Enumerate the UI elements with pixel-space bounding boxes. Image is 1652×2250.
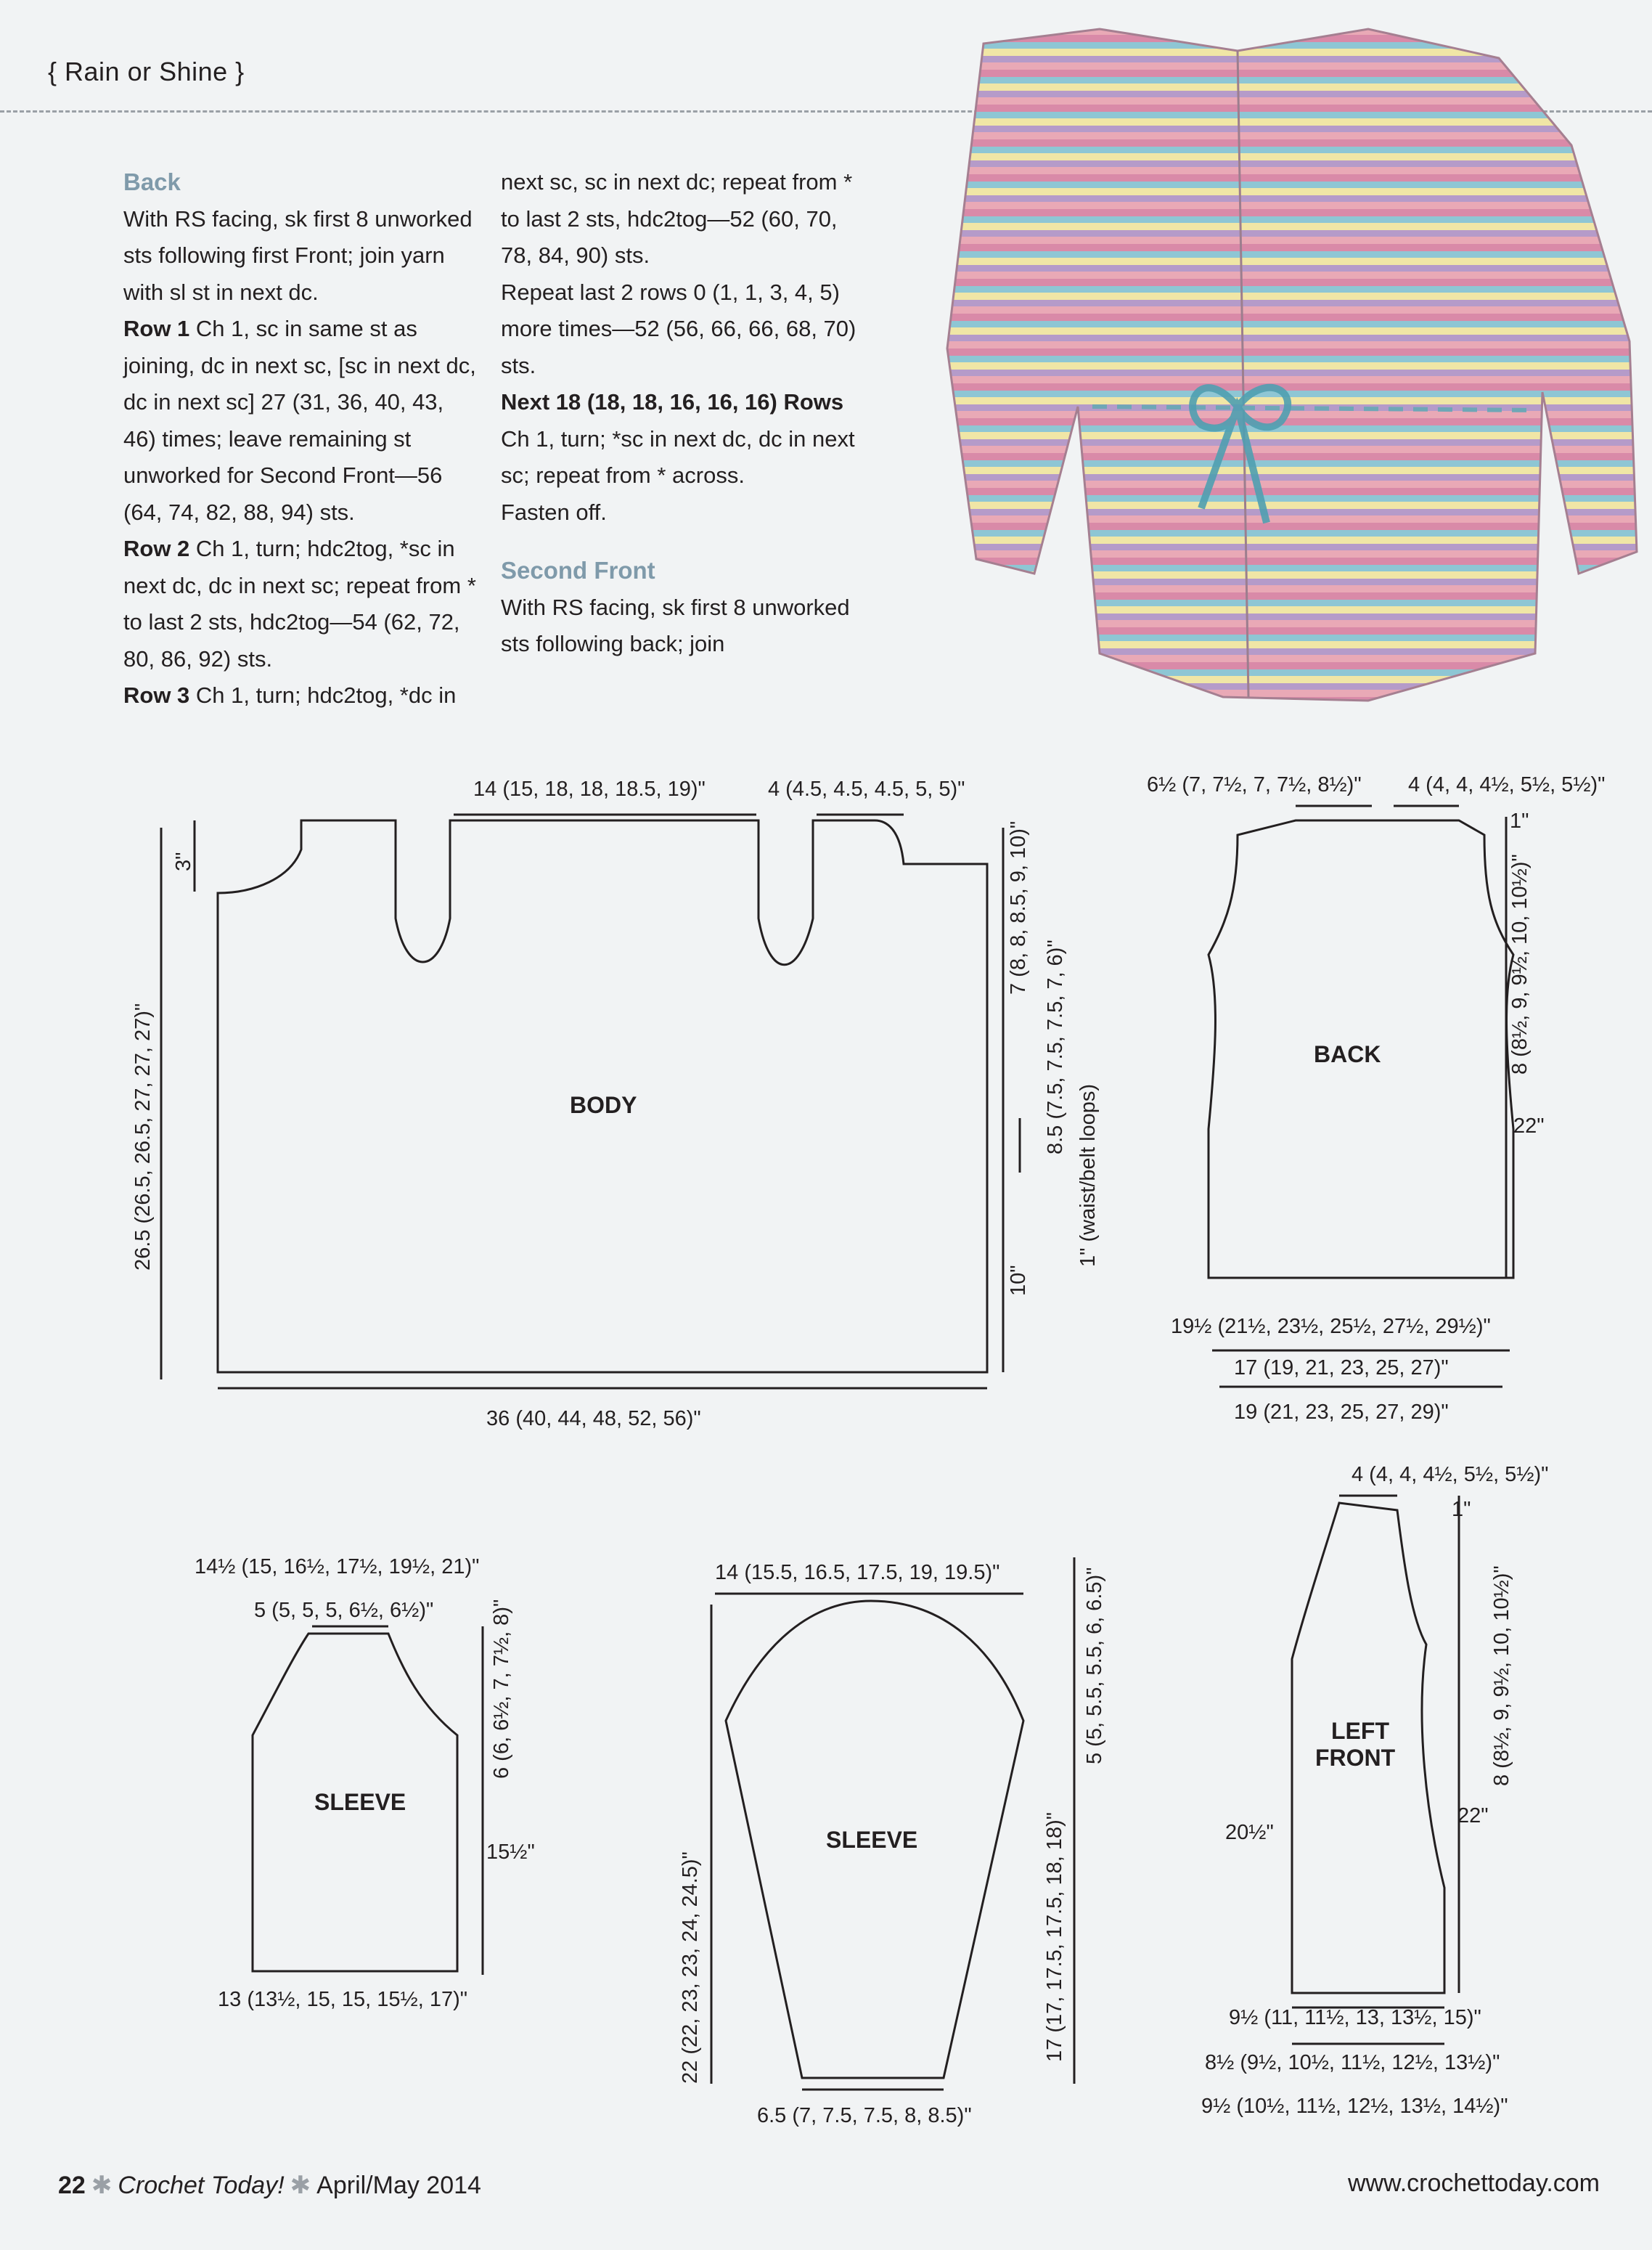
second-front-paragraph: With RS facing, sk first 8 unworked sts following back; join xyxy=(501,594,850,656)
heading-back: Back xyxy=(123,168,181,195)
left-front-front-length: 20½" xyxy=(1225,1821,1274,1844)
row-3-text: Ch 1, turn; hdc2tog, *dc in xyxy=(189,682,457,708)
body-bottom-width: 36 (40, 44, 48, 52, 56)" xyxy=(486,1407,701,1430)
row-2-label: Row 2 xyxy=(123,536,190,561)
sleeve-2-total-length: 22 (22, 23, 23, 24, 24.5)" xyxy=(679,1851,702,2084)
intro-paragraph: With RS facing, sk first 8 unworked sts following first Front; join yarn with sl st in next dc. xyxy=(123,205,473,305)
back-width-1: 19½ (21½, 23½, 25½, 27½, 29½)" xyxy=(1171,1315,1491,1338)
repeat-paragraph: Repeat last 2 rows 0 (1, 1, 3, 4, 5) more times—52 (56, 66, 66, 68, 70) sts. xyxy=(501,279,856,378)
body-height: 26.5 (26.5, 26.5, 27, 27, 27)" xyxy=(131,1003,155,1271)
back-width-3: 19 (21, 23, 25, 27, 29)" xyxy=(1234,1401,1449,1424)
flower-separator-icon: ✱ xyxy=(91,2172,113,2199)
left-front-label-1: LEFT xyxy=(1331,1718,1389,1744)
sleeve-1-length: 15½" xyxy=(486,1841,535,1864)
sleeve-1-top-inner: 5 (5, 5, 5, 6½, 6½)" xyxy=(254,1599,434,1622)
back-label: BACK xyxy=(1314,1041,1381,1067)
back-shoulder-drop: 1" xyxy=(1510,810,1529,833)
page-number: 22 xyxy=(58,2172,86,2199)
sleeve-1-cap-height: 6 (6, 6½, 7, 7½, 8)" xyxy=(490,1599,513,1779)
magazine-title: Crochet Today! xyxy=(118,2172,285,2199)
continued-paragraph: next sc, sc in next dc; repeat from * to last 2 sts, hdc2tog—52 (60, 70, 78, 84, 90) sts. xyxy=(501,169,853,268)
left-front-width-2: 8½ (9½, 10½, 11½, 12½, 13½)" xyxy=(1205,2051,1500,2074)
left-front-label-2: FRONT xyxy=(1315,1745,1396,1771)
sleeve-2-bottom-width: 6.5 (7, 7.5, 7.5, 8, 8.5)" xyxy=(757,2104,972,2127)
row-2-text: Ch 1, turn; hdc2tog, *sc in next dc, dc in next sc; repeat from * to last 2 sts, hdc2tog—54 (62, 72, 80, 86, 92) sts. xyxy=(123,536,476,672)
sleeve-1-bottom-width: 13 (13½, 15, 15, 15½, 17)" xyxy=(218,1988,468,2011)
body-shoulder-width: 4 (4.5, 4.5, 4.5, 5, 5)" xyxy=(768,778,965,801)
footer-left xyxy=(58,2171,481,2200)
sleeve-2-underarm: 17 (17, 17.5, 17.5, 18, 18)" xyxy=(1043,1811,1066,2062)
body-to-loops: 8.5 (7.5, 7.5, 7.5, 7, 6)" xyxy=(1044,939,1067,1154)
issue-date: April/May 2014 xyxy=(316,2172,481,2199)
left-front-width-1: 9½ (11, 11½, 13, 13½, 15)" xyxy=(1229,2006,1481,2029)
fasten-off-text: Fasten off. xyxy=(501,499,607,525)
next-rows-text: Ch 1, turn; *sc in next dc, dc in next sc; repeat from * across. xyxy=(501,425,855,488)
section-label: { Rain or Shine } xyxy=(48,57,245,86)
heading-second-front: Second Front xyxy=(501,557,655,584)
website-url[interactable]: www.crochettoday.com xyxy=(1347,2169,1600,2197)
body-belt-loops: 1" (waist/belt loops) xyxy=(1076,1083,1100,1267)
body-label: BODY xyxy=(570,1092,637,1118)
left-front-side-length: 22" xyxy=(1457,1804,1489,1827)
sleeve-1-top-outer: 14½ (15, 16½, 17½, 19½, 21)" xyxy=(195,1555,480,1578)
back-height: 22" xyxy=(1513,1114,1545,1138)
row-1-label: Row 1 xyxy=(123,316,190,341)
flower-separator-icon: ✱ xyxy=(290,2172,311,2199)
body-neck-drop: 3" xyxy=(172,852,195,871)
left-front-shoulder-width: 4 (4, 4, 4½, 5½, 5½)" xyxy=(1352,1463,1549,1486)
left-front-armhole-depth: 8 (8½, 9, 9½, 10, 10½)" xyxy=(1490,1565,1513,1786)
sleeve-1-label: SLEEVE xyxy=(314,1789,406,1815)
row-3-label: Row 3 xyxy=(123,682,190,708)
back-neck-width: 6½ (7, 7½, 7, 7½, 8½)" xyxy=(1147,773,1362,796)
left-front-width-3: 9½ (10½, 11½, 12½, 13½, 14½)" xyxy=(1201,2095,1508,2118)
body-lower-height: 10" xyxy=(1007,1265,1030,1296)
next-rows-label: Next 18 (18, 18, 16, 16, 16) Rows xyxy=(501,389,844,415)
back-width-2: 17 (19, 21, 23, 25, 27)" xyxy=(1234,1356,1449,1379)
back-shoulder-width: 4 (4, 4, 4½, 5½, 5½)" xyxy=(1408,773,1606,796)
left-front-shoulder-drop: 1" xyxy=(1452,1498,1471,1521)
sleeve-2-top-width: 14 (15.5, 16.5, 17.5, 19, 19.5)" xyxy=(715,1561,1000,1584)
sleeve-2-label: SLEEVE xyxy=(826,1827,918,1853)
row-1-text: Ch 1, sc in same st as joining, dc in next sc, [sc in next dc, dc in next sc] 27 (31, 36, 40, 43, 46) times; leave remaining st unworked for Second Front—56 (64, 74, 82, 88, 94) sts. xyxy=(123,316,476,525)
back-armhole-depth: 8 (8½, 9, 9½, 10, 10½)" xyxy=(1508,854,1532,1075)
sleeve-2-cap-height: 5 (5, 5.5, 5.5, 6, 6.5)" xyxy=(1083,1567,1106,1764)
body-armhole-depth: 7 (8, 8, 8.5, 9, 10)" xyxy=(1007,820,1030,995)
body-top-width: 14 (15, 18, 18, 18.5, 19)" xyxy=(473,778,706,801)
